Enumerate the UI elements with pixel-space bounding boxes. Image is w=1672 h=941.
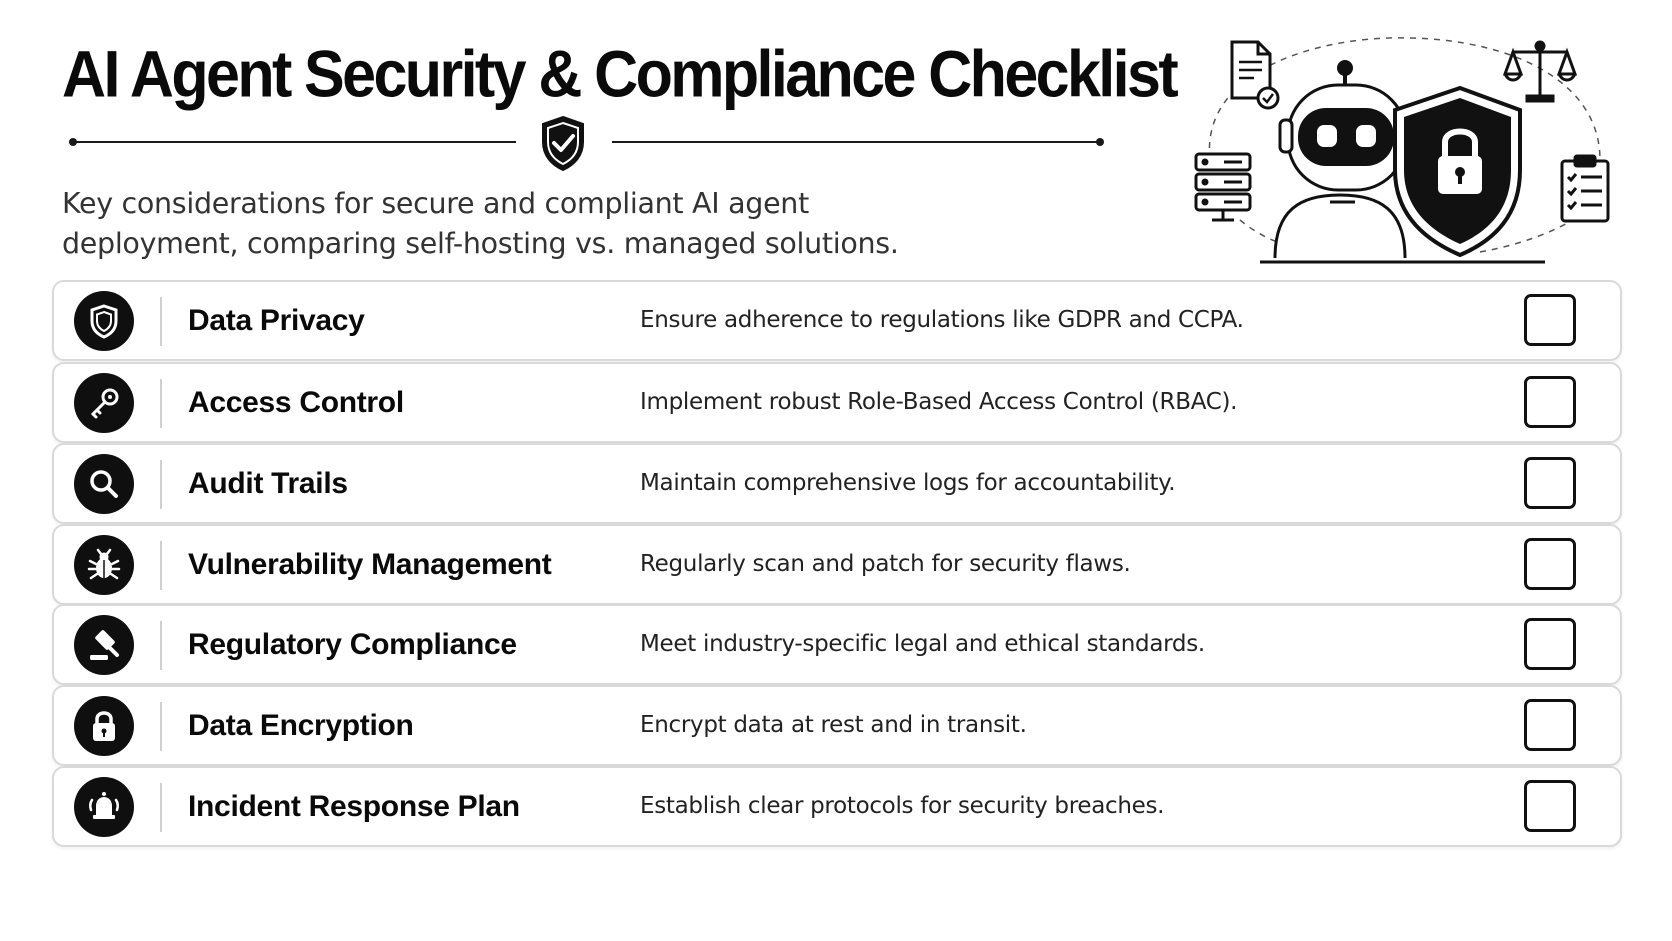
row-separator <box>160 702 162 751</box>
checklist-row-access-control <box>52 362 1622 443</box>
shield-lock-icon <box>1395 88 1520 255</box>
checklist-item-description: Regularly scan and patch for security flaws. <box>640 551 1131 577</box>
checkbox-data-privacy[interactable] <box>1524 294 1576 346</box>
scales-icon <box>1505 42 1575 101</box>
bug-icon <box>74 535 134 595</box>
server-icon <box>1196 154 1250 220</box>
checklist-item-description: Establish clear protocols for security breaches. <box>640 793 1165 819</box>
gavel-icon <box>74 615 134 675</box>
checkbox-regulatory-compliance[interactable] <box>1524 618 1576 670</box>
checkbox-incident-response-plan[interactable] <box>1524 780 1576 832</box>
checklist-item-description: Ensure adherence to regulations like GDPR and CCPA. <box>640 307 1244 333</box>
shield-check-icon <box>538 114 588 172</box>
checklist-item-description: Implement robust Role-Based Access Control (RBAC). <box>640 389 1238 415</box>
row-separator <box>160 541 162 590</box>
checklist-item-label: Incident Response Plan <box>188 790 520 823</box>
checklist-item-description: Meet industry-specific legal and ethical standards. <box>640 631 1205 657</box>
checklist-row-incident-response-plan <box>52 766 1622 847</box>
row-separator <box>160 783 162 832</box>
checkbox-vulnerability-management[interactable] <box>1524 538 1576 590</box>
title-divider-left <box>76 141 516 143</box>
divider-dot <box>1096 138 1104 146</box>
checklist-item-label: Data Encryption <box>188 709 414 742</box>
page-subtitle: Key considerations for secure and compliant AI agent deployment, comparing self-hosting vs. managed solutions. <box>62 187 899 260</box>
checklist-row-regulatory-compliance <box>52 604 1622 685</box>
row-separator <box>160 460 162 509</box>
checkbox-data-encryption[interactable] <box>1524 699 1576 751</box>
checklist-item-label: Vulnerability Management <box>188 548 552 581</box>
alarm-bell-icon <box>74 777 134 837</box>
checklist-item-label: Data Privacy <box>188 304 365 337</box>
key-icon <box>74 373 134 433</box>
checklist-row-data-encryption <box>52 685 1622 766</box>
document-check-icon <box>1232 42 1278 108</box>
checkbox-access-control[interactable] <box>1524 376 1576 428</box>
row-separator <box>160 379 162 428</box>
robot-security-illustration <box>1180 30 1630 285</box>
shield-icon <box>74 291 134 351</box>
page-title: AI Agent Security & Compliance Checklist <box>62 37 1177 111</box>
checklist-item-description: Encrypt data at rest and in transit. <box>640 712 1027 738</box>
checklist-row-vulnerability-management <box>52 524 1622 605</box>
checklist-item-label: Regulatory Compliance <box>188 628 517 661</box>
checkbox-audit-trails[interactable] <box>1524 457 1576 509</box>
checklist-item-label: Access Control <box>188 386 404 419</box>
clipboard-checklist-icon <box>1562 156 1608 221</box>
title-divider-right <box>612 141 1100 143</box>
lock-icon <box>74 696 134 756</box>
row-separator <box>160 297 162 346</box>
checklist-item-label: Audit Trails <box>188 467 348 500</box>
checklist-row-audit-trails <box>52 443 1622 524</box>
checklist-item-description: Maintain comprehensive logs for accountability. <box>640 470 1176 496</box>
row-separator <box>160 621 162 670</box>
search-icon <box>74 454 134 514</box>
checklist-row-data-privacy <box>52 280 1622 361</box>
